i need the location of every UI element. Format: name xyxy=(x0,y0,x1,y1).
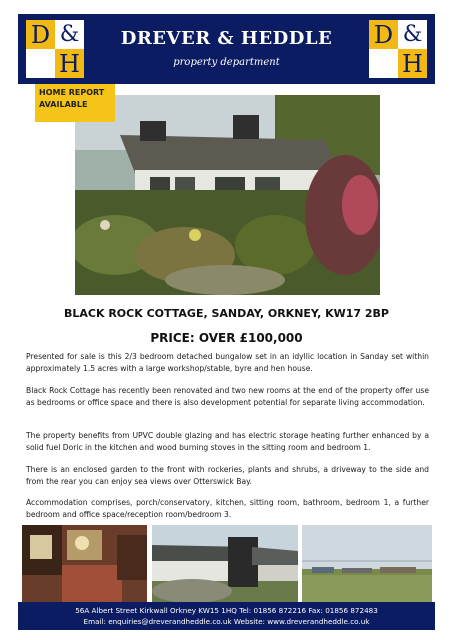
description-paragraph: Accommodation comprises, porch/conservatory, kitchen, sitting room, bathroom, bedroom 1, a further bedroom and office space/reception room/bedroom 3. xyxy=(26,498,429,519)
logo-letter-d: D xyxy=(369,20,398,49)
header-banner xyxy=(18,14,435,84)
logo-blank-cell xyxy=(369,49,398,78)
description-paragraph: Presented for sale is this 2/3 bedroom detached bungalow set in an idyllic location in Sanday set within approximately 1.5 acres with a large workshop/stable, byre and hen house. xyxy=(26,352,429,373)
outbuilding-photo xyxy=(152,525,298,603)
footer-web-email: Email: enquiries@dreverandheddle.co.uk Website: www.dreverandheddle.co.uk xyxy=(83,617,370,626)
logo-letter-d: D xyxy=(26,20,55,49)
logo-letter-h: H xyxy=(55,49,84,78)
property-title: BLACK ROCK COTTAGE, SANDAY, ORKNEY, KW17 2BP xyxy=(64,307,389,320)
footer-address: 56A Albert Street Kirkwall Orkney KW15 1HQ Tel: 01856 872216 Fax: 01856 872483 xyxy=(75,606,378,615)
badge-line-1: HOME REPORT xyxy=(39,88,105,97)
logo-letter-h: H xyxy=(398,49,427,78)
badge-line-2: AVAILABLE xyxy=(39,100,88,109)
description-paragraph: Black Rock Cottage has recently been renovated and two new rooms at the end of the property offer use as bedrooms or office space and there is also development potential for separate living accommodation. xyxy=(26,386,429,407)
landscape-photo xyxy=(302,525,432,603)
main-property-photo xyxy=(75,95,380,295)
description-paragraph: The property benefits from UPVC double glazing and has electric storage heating further enhanced by a solid fuel Doric in the kitchen and wood burning stoves in the sitting room and bedroom 1. xyxy=(26,431,429,452)
company-logo xyxy=(26,20,84,78)
contact-footer xyxy=(18,602,435,630)
department-subtitle: property department xyxy=(173,57,280,68)
cottage-photo-illustration xyxy=(75,95,380,295)
logo-ampersand: & xyxy=(55,20,84,49)
logo-blank-cell xyxy=(26,49,55,78)
company-name: DREVER & HEDDLE xyxy=(120,28,333,49)
home-report-badge xyxy=(35,84,115,122)
property-price: PRICE: OVER £100,000 xyxy=(150,331,303,345)
description-paragraph: There is an enclosed garden to the front with rockeries, plants and shrubs, a driveway to the side and from the rear you can enjoy sea views over Otterswick Bay. xyxy=(26,465,429,486)
logo-ampersand: & xyxy=(398,20,427,49)
company-logo-right xyxy=(369,20,427,78)
interior-photo xyxy=(22,525,147,603)
